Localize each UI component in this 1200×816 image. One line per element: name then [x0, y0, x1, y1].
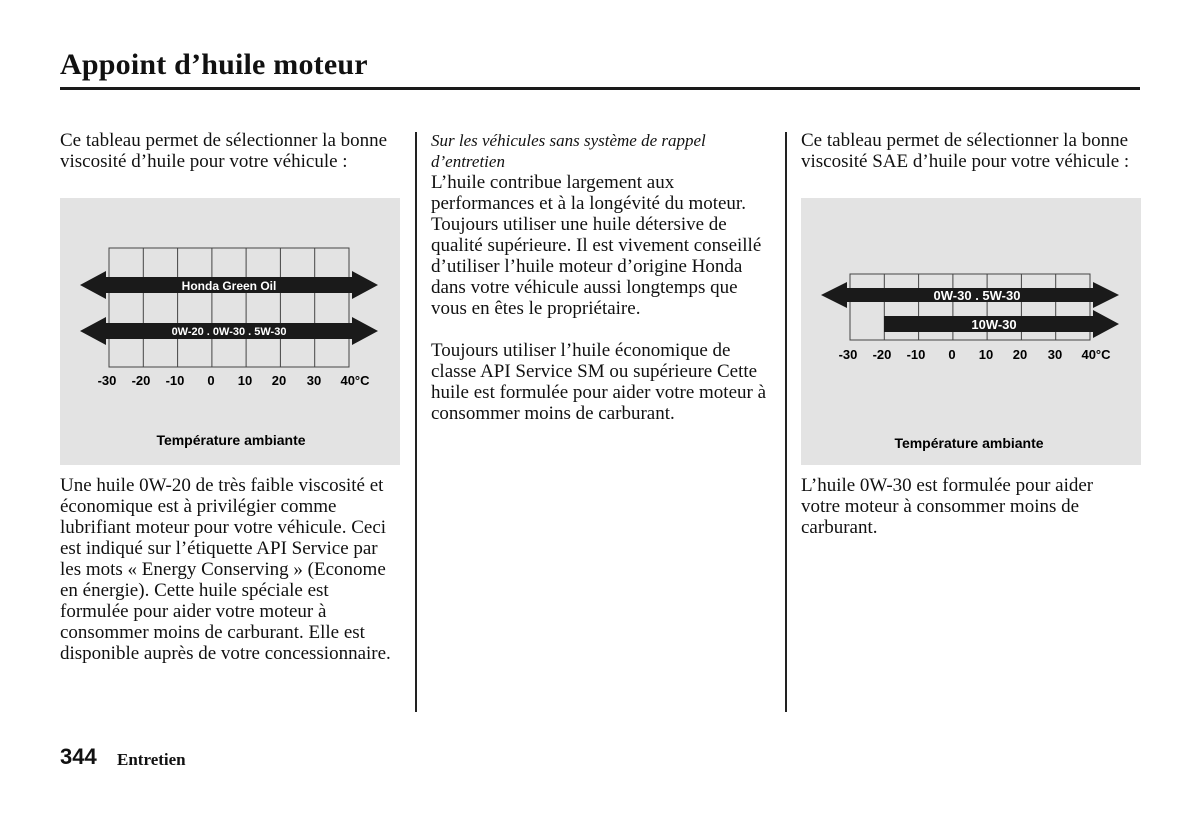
column-left — [60, 130, 395, 172]
column-divider — [785, 132, 787, 712]
chart-bar-label: 10W-30 — [971, 317, 1017, 332]
axis-tick-label: 30 — [1047, 347, 1063, 362]
axis-tick-label: 30 — [306, 373, 322, 388]
axis-tick-label: -20 — [131, 373, 151, 388]
section-subheading: Sur les véhicules sans système de rappel d’entretien — [431, 131, 706, 171]
body-text: L’huile contribue largement aux performances et à la longévité du moteur. Toujours utiliser une huile détersive de qualité supérieure. Il est vivement conseillé d’utiliser l’huile moteur d’origine Honda dans votre véhicule aussi longtemps que vous en êtes le propriétaire. — [431, 172, 762, 319]
chart-caption: Température ambiante — [894, 435, 1044, 451]
body-text: L’huile 0W-30 est formulée pour aider votre moteur à consommer moins de carburant. — [801, 475, 1094, 538]
column-right-body — [801, 475, 1136, 538]
chart-bar-label: 0W-20 . 0W-30 . 5W-30 — [171, 326, 287, 338]
axis-tick-label: 40°C — [1081, 347, 1111, 362]
axis-tick-label: 20 — [271, 373, 287, 388]
page-title: Appoint d’huile moteur — [60, 48, 368, 81]
axis-tick-label: 10 — [237, 373, 253, 388]
column-left-body — [60, 475, 400, 664]
axis-tick-label: -20 — [872, 347, 892, 362]
chart-caption: Température ambiante — [156, 432, 306, 448]
axis-tick-label: -10 — [165, 373, 185, 388]
chart-bar-label: Honda Green Oil — [181, 279, 277, 293]
chart-bar-label: 0W-30 . 5W-30 — [933, 288, 1021, 303]
title-rule — [60, 87, 1140, 90]
axis-tick-label: 20 — [1012, 347, 1028, 362]
axis-tick-label: 10 — [978, 347, 994, 362]
chart-intro: Ce tableau permet de sélectionner la bonne viscosité SAE d’huile pour votre véhicule : — [801, 130, 1130, 172]
page-number: 344 — [60, 744, 97, 769]
body-text: Une huile 0W-20 de très faible viscosité et économique est à privilégier comme lubrifiant moteur pour votre véhicule. Ceci est indiqué sur l’étiquette API Service par les mots « Energy Conserving » (Econome en énergie). Cette huile spéciale est formulée pour aider votre moteur à consommer moins de carburant. Elle est disponible auprès de votre concessionnaire. — [60, 475, 391, 664]
chart-intro: Ce tableau permet de sélectionner la bonne viscosité d’huile pour votre véhicule : — [60, 130, 388, 172]
chart-grid — [109, 248, 349, 367]
column-middle — [431, 130, 766, 424]
section-label: Entretien — [117, 750, 186, 769]
column-right — [801, 130, 1136, 172]
axis-tick-label: 40°C — [340, 373, 370, 388]
viscosity-chart-1 — [60, 198, 400, 465]
axis-tick-label: 0 — [948, 347, 956, 362]
column-divider — [415, 132, 417, 712]
axis-tick-label: -10 — [906, 347, 926, 362]
axis-tick-label: 0 — [207, 373, 215, 388]
axis-tick-label: -30 — [838, 347, 858, 362]
body-text: Toujours utiliser l’huile économique de classe API Service SM ou supérieure Cette huile est formulée pour aider votre moteur à consommer moins de carburant. — [431, 340, 767, 424]
viscosity-chart-2 — [801, 198, 1141, 465]
axis-tick-label: -30 — [97, 373, 117, 388]
